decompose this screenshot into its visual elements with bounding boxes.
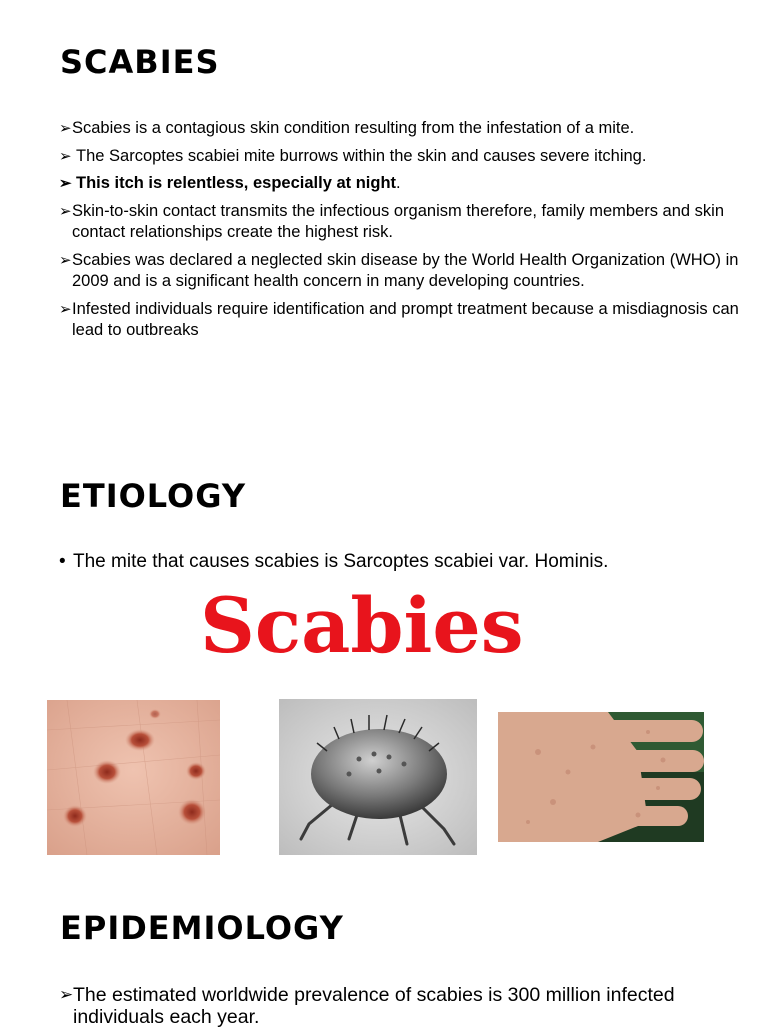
epidemiology-points-list [59,984,749,1028]
list-item: ➢ Scabies is a contagious skin condition resulting from the infestation of a mite. [59,118,749,140]
arrowhead-bullet-icon: ➢ [59,202,72,220]
skin-rash-image [47,700,220,855]
etiology-heading: ETIOLOGY [60,477,246,515]
list-item: ➢ Infested individuals require identification and prompt treatment because a misdiagnosis can lead to outbreaks [59,299,739,339]
epidemiology-heading: EPIDEMIOLOGY [60,909,344,947]
list-item: ➢ The Sarcoptes scabiei mite burrows within the skin and causes severe itching. [59,146,749,168]
infested-hand-photo [498,712,704,842]
arrowhead-bullet-icon: ➢ [59,300,72,318]
mite-micrograph-photo [279,699,477,855]
scabies-heading: SCABIES [60,43,220,81]
skin-rash-photo [47,700,220,855]
scabies-points-list [59,118,749,348]
arrowhead-bullet-icon: ➢ [59,175,72,192]
mite-image [279,699,477,855]
list-item: ➢ Skin-to-skin contact transmits the infectious organism therefore, family members and skin contact relationships create the highest risk. [59,201,725,241]
list-item: ➢ The estimated worldwide prevalence of scabies is 300 million infected individuals each year. [59,984,675,1028]
arrowhead-bullet-icon: ➢ [59,251,72,269]
arrowhead-bullet-icon: ➢ [59,147,72,165]
list-item: ➢ This itch is relentless, especially at night. [59,173,749,195]
hand-image [498,712,704,842]
arrowhead-bullet-icon: ➢ [59,985,74,1004]
etiology-bullet: • The mite that causes scabies is Sarcoptes scabiei var. Hominis. [59,551,609,572]
scabies-banner-title: Scabies [200,581,524,670]
list-item: ➢ Scabies was declared a neglected skin disease by the World Health Organization (WHO) in 2009 and is a significant health concern in many developing countries. [59,250,739,290]
round-bullet-icon: • [59,551,66,572]
arrowhead-bullet-icon: ➢ [59,120,72,137]
